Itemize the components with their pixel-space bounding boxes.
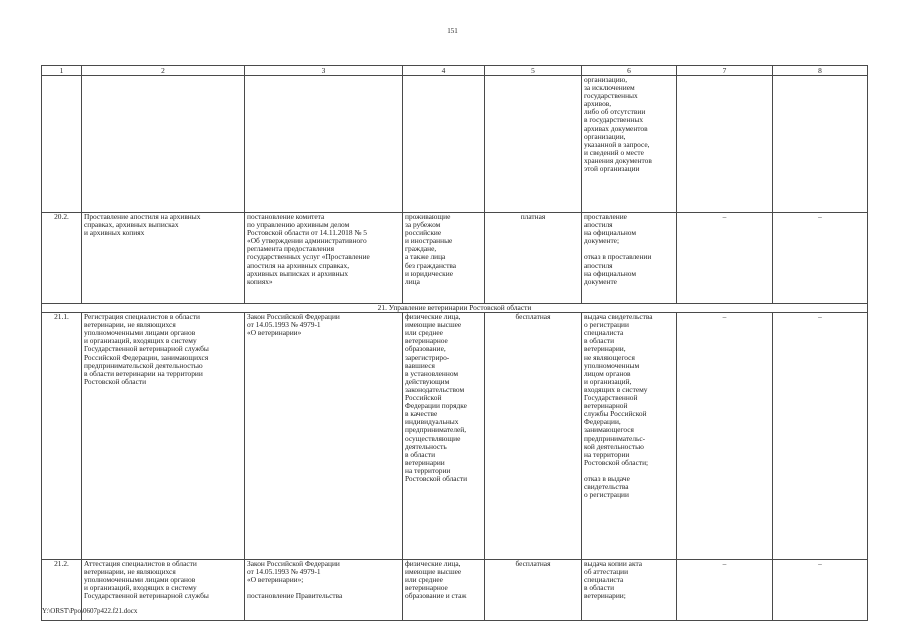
applicants: физические лица, имеющие высшее или среднее ветеринарное образование, зарегистриро- вавшиеся в установленном действующим законодательством Российской Федерации порядке в качестве индивидуальных предпринимателей, осуществляющие деятельность в области ветеринарии на территории Ростовской области	[403, 313, 485, 560]
applicants: физические лица, имеющие высшее или среднее ветеринарное образование и стаж	[403, 560, 485, 621]
header-col-4: 4	[403, 66, 485, 76]
page-number: 151	[447, 27, 458, 35]
column-7-value: –	[677, 213, 773, 304]
column-8-value: –	[773, 313, 868, 560]
legal-basis: постановление комитета по управлению архивным делом Ростовской области от 14.11.2018 № 5 «Об утверждении административного регламента предоставления государственных услуг «Проставление апостиля на архивных справках, архивных выписках и архивных копиях»	[245, 213, 403, 304]
payment-type: бесплатная	[485, 313, 582, 560]
header-row	[42, 66, 868, 76]
table-row-20-2	[42, 213, 868, 304]
header-col-1: 1	[42, 66, 82, 76]
header-col-2: 2	[82, 66, 245, 76]
service-result: выдача копии акта об аттестации специалиста в области ветеринарии;	[582, 560, 677, 621]
applicants: проживающие за рубежом российские и иностранные граждане, а также лица без гражданства и юридические лица	[403, 213, 485, 304]
header-col-3: 3	[245, 66, 403, 76]
row-number: 21.1.	[42, 313, 82, 560]
row-number: 20.2.	[42, 213, 82, 304]
service-result: выдача свидетельства о регистрации специалиста в области ветеринарии, не являющегося уполномоченным лицом органов и организаций, входящих в систему Государственной ветеринарной службы Российской Федерации, занимающегося предпринимательс- кой деятельностью на территории Ростовской области; отказ в выдаче свидетельства о регистрации	[582, 313, 677, 560]
table-row-21-1	[42, 313, 868, 560]
section-title: 21. Управление ветеринарии Ростовской области	[42, 304, 868, 313]
header-col-7: 7	[677, 66, 773, 76]
continuation-result: организацию, за исключением государственных архивов, либо об отсутствии в государственных архивах документов организации, указанной в запросе, и сведений о месте хранения документов этой организации	[582, 76, 677, 213]
row-number: 21.2.	[42, 560, 82, 621]
header-col-5: 5	[485, 66, 582, 76]
services-table	[41, 65, 868, 621]
column-7-value: –	[677, 560, 773, 621]
service-name: Регистрация специалистов в области ветеринарии, не являющихся уполномоченными лицами органов и организаций, входящих в систему Государственной ветеринарной службы Российской Федерации, занимающихся предпринимательской деятельностью в области ветеринарии на территории Ростовской области	[82, 313, 245, 560]
continuation-row	[42, 76, 868, 213]
service-name: Аттестация специалистов в области ветеринарии, не являющихся уполномоченными лицами органов и организаций, входящих в систему Государственной ветеринарной службы	[82, 560, 245, 621]
table-row-21-2	[42, 560, 868, 621]
legal-basis: Закон Российской Федерации от 14.05.1993 № 4979-1 «О ветеринарии»	[245, 313, 403, 560]
column-7-value: –	[677, 313, 773, 560]
header-col-8: 8	[773, 66, 868, 76]
file-path-footer: Y:\ORST\Ppo\0607p422.f21.docx	[42, 607, 138, 615]
section-heading-row	[42, 304, 868, 313]
payment-type: платная	[485, 213, 582, 304]
header-col-6: 6	[582, 66, 677, 76]
column-8-value: –	[773, 560, 868, 621]
service-result: проставление апостиля на официальном документе; отказ в проставлении апостиля на официальном документе	[582, 213, 677, 304]
payment-type: бесплатная	[485, 560, 582, 621]
column-8-value: –	[773, 213, 868, 304]
service-name: Проставление апостиля на архивных справках, архивных выписках и архивных копиях	[82, 213, 245, 304]
legal-basis: Закон Российской Федерации от 14.05.1993 № 4979-1 «О ветеринарии»; постановление Правительства	[245, 560, 403, 621]
